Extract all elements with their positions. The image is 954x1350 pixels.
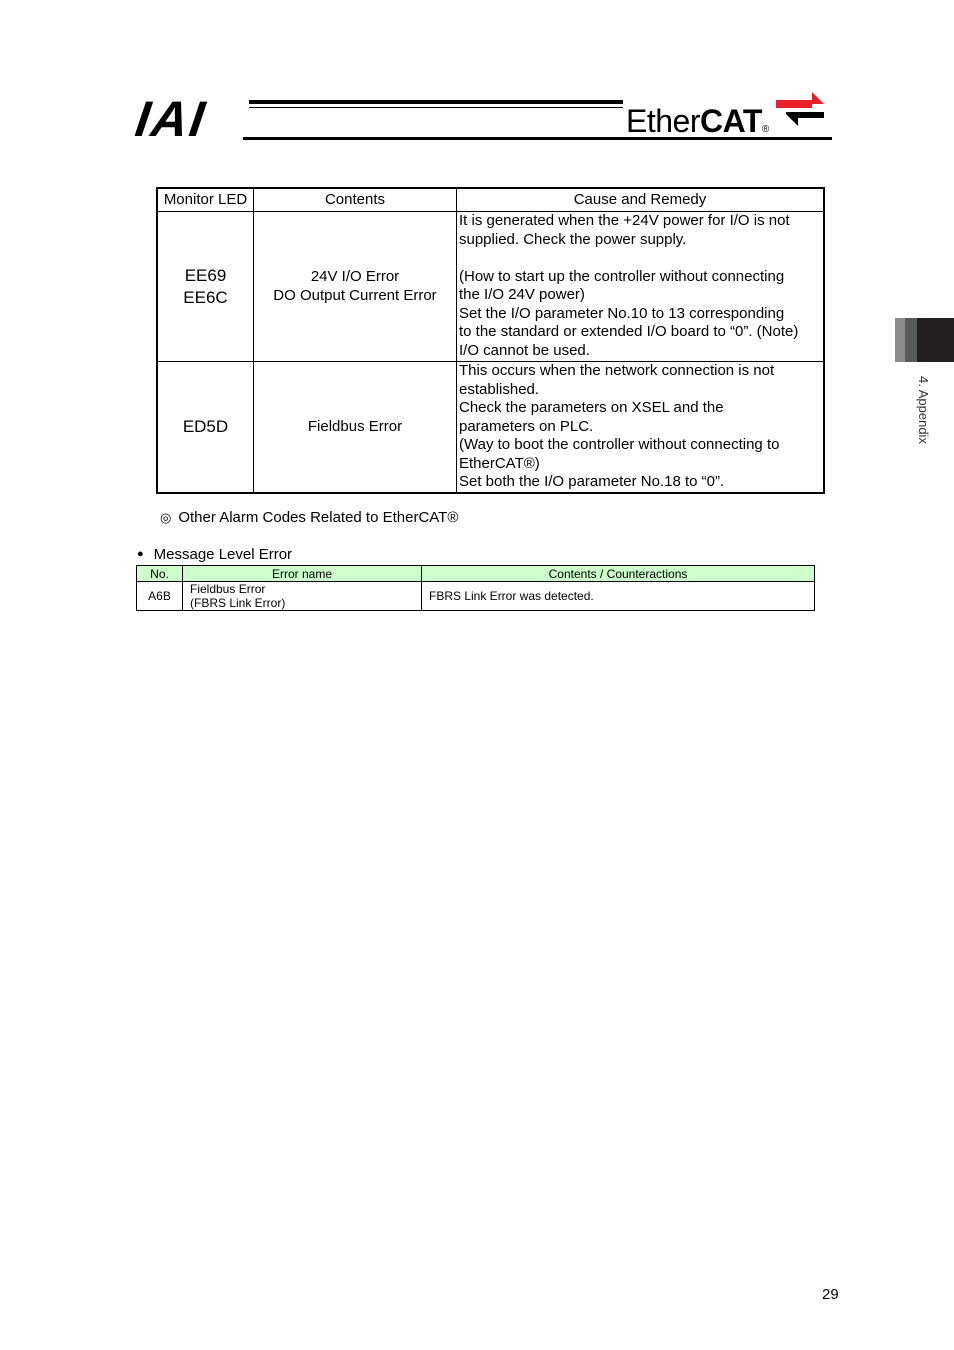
cause-line: parameters on PLC. [459,417,594,435]
cause-line: supplied. Check the power supply. [459,230,687,248]
alarm-code-table [136,565,815,611]
chapter-tab-bar-dark [917,318,954,362]
header-cause-remedy: Cause and Remedy [457,188,825,212]
ethercat-logo-cat: CAT [699,103,762,139]
cause-line: to the standard or extended I/O board to “0”. (Note) [459,323,799,340]
table-header-row [137,566,815,582]
cause-line: Set both the I/O parameter No.18 to “0”. [459,473,725,490]
contents-cell [254,212,457,362]
table-row [157,362,824,494]
header-contents-counteractions: Contents / Counteractions [422,566,815,582]
header-no: No. [137,566,183,582]
alarm-name-line: Fieldbus Error [190,582,266,596]
cause-line [459,249,821,268]
cause-line: EtherCAT®) [459,454,540,472]
sub-heading [137,546,292,563]
page-number: 29 [822,1286,839,1303]
contents-line: DO Output Current Error [273,286,437,304]
alarm-name-cell [183,582,422,611]
cause-line: This occurs when the network connection is not [459,362,775,379]
alarm-no: A6B [137,582,183,611]
chapter-tab-bar-mid [905,318,917,362]
chapter-tab [895,318,954,362]
cause-line: Set the I/O parameter No.10 to 13 corresponding [459,304,785,322]
header-contents: Contents [254,188,457,212]
ethercat-logo [626,104,769,147]
cause-line: (How to start up the controller without connecting [459,267,785,285]
cause-cell [457,212,825,362]
led-cell [157,362,254,494]
sub-heading-text: Message Level Error [153,546,293,563]
header-monitor-led: Monitor LED [157,188,254,212]
cause-line: I/O cannot be used. [459,341,590,359]
bullet-icon: ● [137,548,144,560]
monitor-led-table [156,187,825,494]
led-code: EE69 [184,265,227,285]
alarm-name-line: (FBRS Link Error) [190,596,286,610]
header-rule-thick [249,100,623,104]
ethercat-arrows-icon [776,92,826,137]
header-error-name: Error name [183,566,422,582]
section-heading-text: Other Alarm Codes Related to EtherCAT® [178,509,459,526]
chapter-label: 4. Appendix [916,376,931,444]
alarm-contents: FBRS Link Error was detected. [422,582,815,611]
cause-line: It is generated when the +24V power for I/O is not [459,212,790,229]
table-row [137,582,815,611]
led-cell [157,212,254,362]
double-circle-icon: ◎ [160,510,172,525]
ethercat-logo-ether: Ether [626,103,700,139]
cause-line: established. [459,380,540,398]
table-row [157,212,824,362]
contents-cell [254,362,457,494]
iai-logo: IAI [132,91,210,147]
chapter-tab-bar-light [895,318,905,362]
cause-line: the I/O 24V power) [459,286,585,303]
contents-line: Fieldbus Error [307,417,403,435]
contents-line: 24V I/O Error [310,268,400,285]
led-code: ED5D [182,417,229,436]
header-rule-thin [249,107,623,108]
led-code: EE6C [183,287,228,307]
table-header-row [157,188,824,212]
registered-mark: ® [761,124,769,135]
section-heading [160,509,458,526]
cause-line: (Way to boot the controller without connecting to [459,436,780,453]
cause-line: Check the parameters on XSEL and the [459,399,724,416]
cause-cell [457,362,825,494]
